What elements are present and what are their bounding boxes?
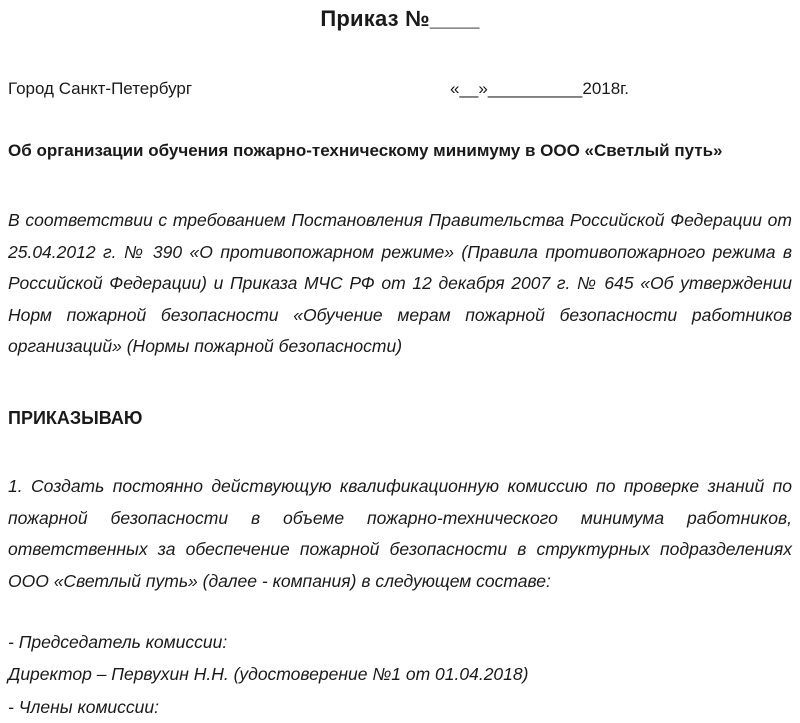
order-item-1: 1. Создать постоянно действующую квалификационную комиссию по проверке знаний по пожарной безопасности в объеме пожарно-технического минимума работников, ответственных за обеспечение пожарной безопасности в структурных подразделениях ООО «Светлый путь» (далее - компания) в следующем составе: [8,476,792,591]
document-title: Приказ №____ [320,6,480,31]
members-label: - Члены комиссии: [8,697,159,717]
preamble-paragraph: В соответствии с требованием Постановления Правительства Российской Федерации от 25.04.2012 г. № 390 «О противопожарном режиме» (Правила противопожарного режима в Российской Федерации) и Приказа МЧС РФ от 12 декабря 2007 г. № 645 «Об утверждении Норм пожарной безопасности «Обучение мерам пожарной безопасности работников организаций» (Нормы пожарной безопасности) [8,210,792,356]
date-line: «__»__________2018г. [450,79,630,98]
chairman-label: - Председатель комиссии: [8,632,228,652]
order-heading: ПРИКАЗЫВАЮ [8,408,143,428]
city-line: Город Санкт-Петербург [8,79,193,98]
chairman-name: Директор – Первухин Н.Н. (удостоверение №1 от 01.04.2018) [8,664,529,684]
order-subject: Об организации обучения пожарно-техническому минимуму в ООО «Светлый путь» [8,141,723,160]
